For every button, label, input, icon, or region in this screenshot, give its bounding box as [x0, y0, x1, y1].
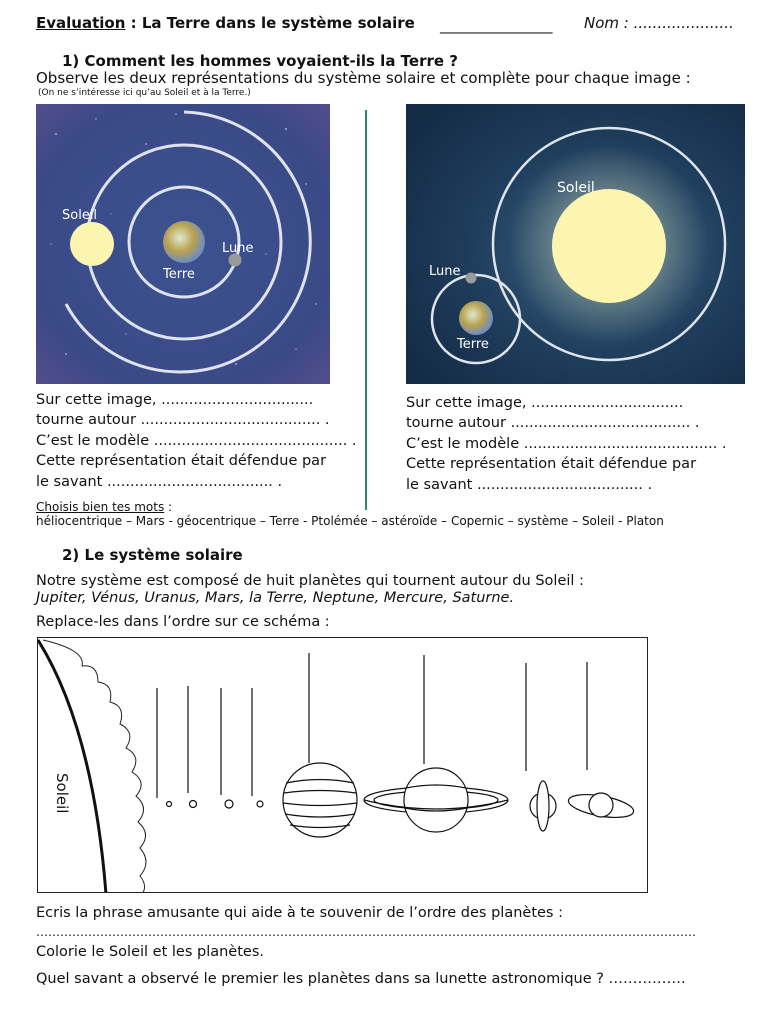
question-color: Colorie le Soleil et les planètes. [36, 944, 264, 960]
helio-earth-label: Terre [457, 337, 489, 352]
section2-title: 2) Le système solaire [62, 546, 243, 564]
section1-note: (On ne s’intéresse ici qu’au Soleil et à la Terre.) [38, 88, 251, 98]
helio-moon-label: Lune [429, 264, 461, 279]
word-bank-title: Choisis bien tes mots [36, 500, 165, 514]
right-line-4: Cette représentation était défendue par [406, 456, 697, 472]
title-prefix: Evaluation [36, 14, 126, 32]
solar-system-schema [37, 637, 648, 893]
schema-drawing [38, 638, 648, 893]
right-line-1: Sur cette image, ................................. [406, 395, 684, 411]
geo-moon-label: Lune [222, 241, 254, 256]
name-field-label: Nom : ..................... [584, 14, 734, 32]
geo-sun-label: Soleil [62, 208, 98, 223]
word-bank: héliocentrique – Mars - géocentrique – Terre - Ptolémée – astéroïde – Copernic – système – Soleil - Platon [36, 514, 664, 528]
section1-instruction: Observe les deux représentations du système solaire et complète pour chaque image : [36, 69, 691, 87]
right-line-3: C’est le modèle .......................................... . [406, 436, 727, 452]
mnemonic-answer-line: ………………………………………………………………………………………………………………………………………………… [36, 925, 696, 939]
left-line-5: le savant .................................... . [36, 474, 283, 490]
right-line-5: le savant .................................... . [406, 477, 653, 493]
question-scientist: Quel savant a observé le premier les planètes dans sa lunette astronomique ? ……………. [36, 971, 686, 987]
title-blank: _______________ [440, 16, 553, 34]
left-line-2: tourne autour ....................................... . [36, 412, 330, 428]
left-line-4: Cette représentation était défendue par [36, 453, 327, 469]
schema-sun-label: Soleil [53, 773, 71, 814]
section2-line-3: Replace-les dans l’ordre sur ce schéma : [36, 614, 330, 630]
helio-sun-label: Soleil [557, 180, 595, 196]
section2-line-1: Notre système est composé de huit planètes qui tournent autour du Soleil : [36, 573, 584, 589]
question-mnemonic: Ecris la phrase amusante qui aide à te souvenir de l’ordre des planètes : [36, 905, 563, 921]
word-bank-heading [36, 500, 172, 514]
title-rest: : La Terre dans le système solaire [125, 14, 415, 32]
left-line-1: Sur cette image, ................................. [36, 392, 314, 408]
heliocentric-illustration [406, 104, 745, 384]
geo-earth-label: Terre [163, 267, 195, 282]
heliocentric-image [406, 104, 745, 384]
geocentric-illustration [36, 104, 330, 384]
page-title [36, 14, 415, 32]
left-line-3: C’est le modèle .......................................... . [36, 433, 357, 449]
geocentric-image [36, 104, 330, 384]
right-line-2: tourne autour ....................................... . [406, 415, 700, 431]
column-divider [365, 110, 367, 510]
section1-title: 1) Comment les hommes voyaient-ils la Terre ? [62, 52, 458, 70]
word-bank-colon: : [164, 500, 173, 514]
planet-list: Jupiter, Vénus, Uranus, Mars, la Terre, Neptune, Mercure, Saturne. [36, 590, 515, 606]
